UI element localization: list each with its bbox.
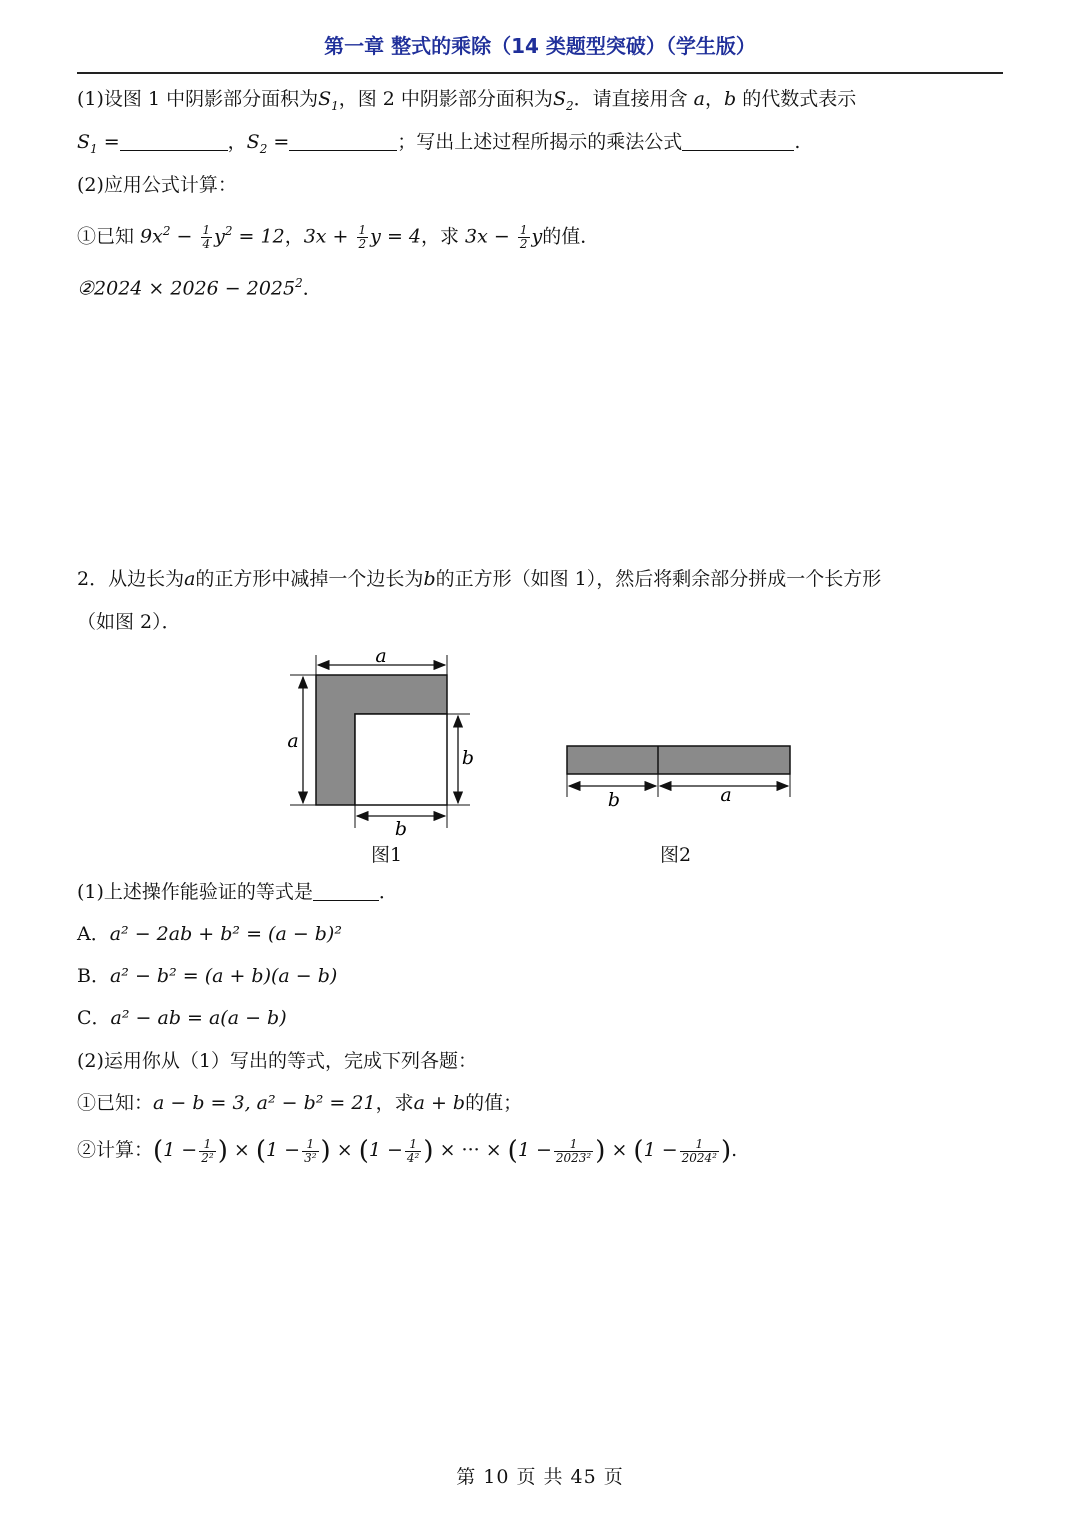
fig1-label-b-right: b (461, 747, 475, 769)
q1-part2-item2: ②2024 × $2026 - 2025^2$． (77, 276, 322, 300)
figure-1-square (287, 645, 474, 840)
fraction-one-half-b: $\frac{1}{2}$ (519, 222, 528, 251)
q2-option-a[interactable]: A．a² − 2ab + b² = (a − b)² (77, 923, 342, 945)
page-header-title: 第一章 整式的乘除（14 类题型突破）（学生版） (324, 34, 756, 58)
fig1-label-a-left: a (287, 730, 299, 752)
fraction-term-2023: $\frac{1}{\text{2023²}}$ (555, 1136, 592, 1165)
fraction-term-2024: $\frac{1}{\text{2024²}}$ (681, 1136, 717, 1165)
fraction-term-1: $\frac{1}{\text{2²}}$ (201, 1136, 214, 1165)
q1-part1-line2: $S_1$ = ，$S_2$ = ；写出上述过程所揭示的乘法公式 . (77, 131, 801, 156)
fraction-one-half: $\frac{1}{2}$ (358, 222, 367, 251)
q2-sub2-item2: ②计算：(1 − $\frac{1}{\text{2²}}$ ) × (1 − $\frac{1}{\text{3²}}$ ) × (1 − $\frac{1}{\text{4²}}$ ) × ··· × (1 − $\frac{1}{\text{2023²}}$ ) × (1 − $\frac{1}{\text{2024²}}$ ). (77, 1136, 738, 1166)
q2-stem-line2: （如图 2）． (77, 611, 181, 633)
q2-stem-line1: 2．从边长为a的正方形中减掉一个边长为b的正方形（如图 1），然后将剩余部分拼成一个长方形 (77, 568, 882, 590)
answer-blank-q2-1[interactable] (313, 880, 379, 901)
figure-2-caption: 图2 (660, 844, 692, 866)
fig2-label-b: b (607, 789, 621, 811)
fraction-one-quarter: $\frac{1}{4}$ (202, 222, 211, 251)
q2-sub2-item1: ①已知：a − b = 3, a² − b² = 21，求a + b的值； (77, 1092, 523, 1114)
figure-1-caption: 图1 (371, 844, 403, 866)
page-footer: 第 10 页 共 45 页 (456, 1466, 624, 1488)
fig1-label-a-top: a (375, 645, 387, 667)
figure-2-rectangle (567, 746, 790, 811)
q1-part2-item1: ①已知 $9x^2$ − $\frac{1}{4}$ $y^2 = 12$，3x + $\frac{1}{2}$ y = 4，求 3x − $\frac{1}{2}$ y的值． (77, 222, 600, 251)
fig2-label-a: a (720, 784, 732, 806)
q2-option-b[interactable]: B．a² − b² = (a + b)(a − b) (77, 965, 338, 987)
q2-option-c[interactable]: C．a² − ab = a(a − b) (77, 1007, 287, 1029)
q2-sub2-heading: (2)运用你从（1）写出的等式，完成下列各题： (77, 1050, 478, 1072)
fig1-label-b-bottom: b (394, 818, 408, 840)
q1-part2-heading: (2)应用公式计算： (77, 174, 237, 196)
q1-part1-line1: (1)设图 1 中阴影部分面积为$S_1$，图 2 中阴影部分面积为$S_2$．请直接用含 a，b 的代数式表示 (77, 88, 857, 113)
fraction-term-3: $\frac{1}{\text{4²}}$ (406, 1136, 420, 1165)
fraction-term-2: $\frac{1}{\text{3²}}$ (304, 1136, 317, 1165)
q2-sub1-prompt: (1)上述操作能验证的等式是 ． (77, 881, 398, 903)
